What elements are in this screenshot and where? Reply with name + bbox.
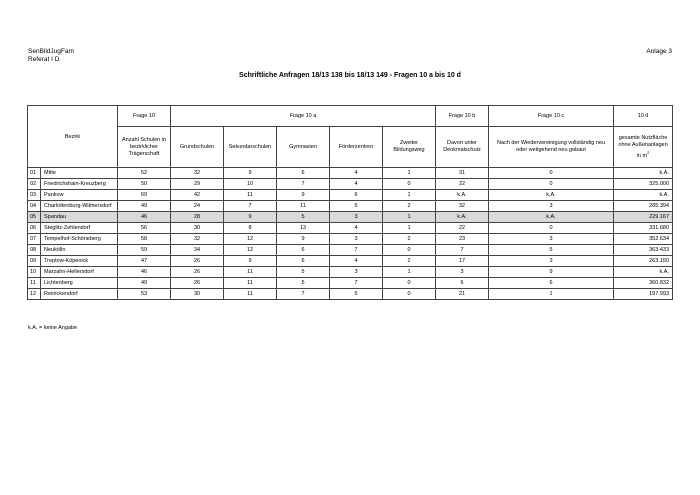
cell-foerderzentren: 7 bbox=[330, 245, 383, 256]
cell-nutzflaeche: 331.680 bbox=[614, 223, 673, 234]
cell-bezirk: Spandau bbox=[41, 212, 118, 223]
cell-wiedervereinigung: 3 bbox=[489, 201, 614, 212]
cell-wiedervereinigung: 6 bbox=[489, 278, 614, 289]
cell-wiedervereinigung: 0 bbox=[489, 223, 614, 234]
cell-grundschulen: 26 bbox=[171, 278, 224, 289]
cell-denkmalschutz: 23 bbox=[436, 234, 489, 245]
cell-nutzflaeche: 363.433 bbox=[614, 245, 673, 256]
cell-grundschulen: 32 bbox=[171, 234, 224, 245]
cell-grundschulen: 42 bbox=[171, 190, 224, 201]
cell-gymnasien: 6 bbox=[277, 256, 330, 267]
bezirk-header-label: Bezirk bbox=[64, 133, 81, 140]
cell-nr: 08 bbox=[28, 245, 41, 256]
cell-denkmalschutz: 21 bbox=[436, 289, 489, 300]
cell-bezirk: Neukölln bbox=[41, 245, 118, 256]
table-row bbox=[28, 256, 673, 267]
col-gymnasien: Gymnasien bbox=[277, 127, 330, 168]
cell-bezirk: Mitte bbox=[41, 168, 118, 179]
table-row bbox=[28, 245, 673, 256]
group-frage10a: Frage 10 a bbox=[171, 106, 436, 127]
page-title: Schriftliche Anfragen 18/13 138 bis 18/13 149 - Fragen 10 a bis 10 d bbox=[239, 72, 461, 79]
cell-nr: 05 bbox=[28, 212, 41, 223]
cell-nutzflaeche: 325.000 bbox=[614, 179, 673, 190]
cell-nr: 02 bbox=[28, 179, 41, 190]
cell-nutzflaeche: 352.634 bbox=[614, 234, 673, 245]
cell-zweiter-bildungsweg: 0 bbox=[383, 278, 436, 289]
table-row bbox=[28, 234, 673, 245]
cell-nutzflaeche: k.A. bbox=[614, 168, 673, 179]
table-row bbox=[28, 289, 673, 300]
schools-table bbox=[27, 105, 673, 300]
cell-zweiter-bildungsweg: 1 bbox=[383, 223, 436, 234]
header-org bbox=[28, 48, 74, 64]
cell-gymnasien: 6 bbox=[277, 245, 330, 256]
cell-sekundarschulen: 7 bbox=[224, 201, 277, 212]
cell-foerderzentren: 4 bbox=[330, 223, 383, 234]
col-sekundarschulen: Sekundarschulen bbox=[224, 127, 277, 168]
col-zweiter-bildungsweg: Zweiter Bildungsweg bbox=[383, 127, 436, 168]
group-frage10: Frage 10 bbox=[118, 106, 171, 127]
cell-zweiter-bildungsweg: 2 bbox=[383, 234, 436, 245]
cell-foerderzentren: 3 bbox=[330, 234, 383, 245]
cell-wiedervereinigung: 3 bbox=[489, 256, 614, 267]
col-foerderzentren: Förderzentren bbox=[330, 127, 383, 168]
cell-bezirk: Marzahn-Hellersdorf bbox=[41, 267, 118, 278]
cell-foerderzentren: 7 bbox=[330, 278, 383, 289]
cell-sekundarschulen: 11 bbox=[224, 267, 277, 278]
cell-foerderzentren: 3 bbox=[330, 212, 383, 223]
cell-sekundarschulen: 9 bbox=[224, 168, 277, 179]
table-row bbox=[28, 190, 673, 201]
cell-nr: 04 bbox=[28, 201, 41, 212]
cell-denkmalschutz: 3 bbox=[436, 267, 489, 278]
group-frage10b: Frage 10 b bbox=[436, 106, 489, 127]
cell-bezirk: Steglitz-Zehlendorf bbox=[41, 223, 118, 234]
cell-nr: 06 bbox=[28, 223, 41, 234]
cell-foerderzentren: 3 bbox=[330, 267, 383, 278]
cell-nutzflaeche: 285.394 bbox=[614, 201, 673, 212]
header-row-groups bbox=[28, 106, 673, 127]
cell-nutzflaeche: 197.993 bbox=[614, 289, 673, 300]
cell-wiedervereinigung: 3 bbox=[489, 234, 614, 245]
table-row bbox=[28, 212, 673, 223]
cell-nr: 03 bbox=[28, 190, 41, 201]
cell-gymnasien: 6 bbox=[277, 168, 330, 179]
cell-gymnasien: 7 bbox=[277, 289, 330, 300]
cell-grundschulen: 29 bbox=[171, 179, 224, 190]
cell-anzahl: 47 bbox=[118, 256, 171, 267]
cell-gymnasien: 9 bbox=[277, 234, 330, 245]
cell-bezirk: Charlottenburg-Wilmersdorf bbox=[41, 201, 118, 212]
cell-nr: 07 bbox=[28, 234, 41, 245]
cell-wiedervereinigung: 9 bbox=[489, 267, 614, 278]
cell-grundschulen: 28 bbox=[171, 212, 224, 223]
cell-nr: 10 bbox=[28, 267, 41, 278]
cell-sekundarschulen: 10 bbox=[224, 179, 277, 190]
cell-anzahl: 52 bbox=[118, 168, 171, 179]
cell-anzahl: 56 bbox=[118, 223, 171, 234]
col-nutzflaeche-sup: 2 bbox=[647, 149, 650, 155]
cell-foerderzentren: 5 bbox=[330, 201, 383, 212]
footnote: k.A. = keine Angabe bbox=[28, 325, 78, 331]
cell-denkmalschutz: 22 bbox=[436, 179, 489, 190]
cell-anzahl: 69 bbox=[118, 190, 171, 201]
cell-zweiter-bildungsweg: 0 bbox=[383, 289, 436, 300]
cell-sekundarschulen: 12 bbox=[224, 245, 277, 256]
table-row bbox=[28, 278, 673, 289]
cell-zweiter-bildungsweg: 2 bbox=[383, 256, 436, 267]
table-row bbox=[28, 267, 673, 278]
cell-nutzflaeche: 229.167 bbox=[614, 212, 673, 223]
cell-anzahl: 50 bbox=[118, 179, 171, 190]
cell-nr: 12 bbox=[28, 289, 41, 300]
cell-nutzflaeche: k.A. bbox=[614, 267, 673, 278]
cell-denkmalschutz: 31 bbox=[436, 168, 489, 179]
org-name: SenBildJugFam bbox=[28, 48, 74, 55]
cell-denkmalschutz: k.A. bbox=[436, 212, 489, 223]
cell-nr: 09 bbox=[28, 256, 41, 267]
cell-nr: 01 bbox=[28, 168, 41, 179]
col-wiedervereinigung: Nach der Wiedervereinigung vollständig neu oder weitgehend neu gebaut bbox=[489, 127, 614, 168]
cell-gymnasien: 9 bbox=[277, 190, 330, 201]
cell-grundschulen: 30 bbox=[171, 223, 224, 234]
cell-foerderzentren: 4 bbox=[330, 179, 383, 190]
cell-denkmalschutz: 7 bbox=[436, 245, 489, 256]
cell-bezirk: Pankow bbox=[41, 190, 118, 201]
cell-bezirk: Lichtenberg bbox=[41, 278, 118, 289]
cell-foerderzentren: 5 bbox=[330, 289, 383, 300]
cell-zweiter-bildungsweg: 1 bbox=[383, 267, 436, 278]
header-row-columns bbox=[28, 127, 673, 168]
cell-grundschulen: 26 bbox=[171, 256, 224, 267]
cell-bezirk: Reinickendorf bbox=[41, 289, 118, 300]
table-row bbox=[28, 201, 673, 212]
cell-wiedervereinigung: 1 bbox=[489, 289, 614, 300]
cell-denkmalschutz: 17 bbox=[436, 256, 489, 267]
cell-gymnasien: 7 bbox=[277, 179, 330, 190]
cell-gymnasien: 5 bbox=[277, 267, 330, 278]
table-row bbox=[28, 223, 673, 234]
cell-wiedervereinigung: 0 bbox=[489, 168, 614, 179]
cell-foerderzentren: 4 bbox=[330, 256, 383, 267]
cell-wiedervereinigung: 0 bbox=[489, 179, 614, 190]
cell-gymnasien: 5 bbox=[277, 278, 330, 289]
cell-sekundarschulen: 8 bbox=[224, 223, 277, 234]
cell-bezirk: Friedrichshain-Kreuzberg bbox=[41, 179, 118, 190]
table-row bbox=[28, 168, 673, 179]
cell-foerderzentren: 4 bbox=[330, 168, 383, 179]
cell-foerderzentren: 6 bbox=[330, 190, 383, 201]
cell-sekundarschulen: 9 bbox=[224, 212, 277, 223]
cell-wiedervereinigung: 5 bbox=[489, 245, 614, 256]
cell-sekundarschulen: 12 bbox=[224, 234, 277, 245]
cell-zweiter-bildungsweg: 0 bbox=[383, 245, 436, 256]
group-frage10d: 10 d bbox=[614, 106, 673, 127]
cell-nutzflaeche: 263.150 bbox=[614, 256, 673, 267]
cell-anzahl: 53 bbox=[118, 289, 171, 300]
annex-label: Anlage 3 bbox=[646, 48, 672, 55]
cell-grundschulen: 34 bbox=[171, 245, 224, 256]
cell-anzahl: 49 bbox=[118, 201, 171, 212]
cell-grundschulen: 26 bbox=[171, 267, 224, 278]
cell-grundschulen: 24 bbox=[171, 201, 224, 212]
group-frage10c: Frage 10 c bbox=[489, 106, 614, 127]
cell-zweiter-bildungsweg: 0 bbox=[383, 179, 436, 190]
cell-zweiter-bildungsweg: 1 bbox=[383, 212, 436, 223]
bezirk-header bbox=[28, 106, 118, 168]
cell-sekundarschulen: 11 bbox=[224, 190, 277, 201]
cell-bezirk: Tempelhof-Schöneberg bbox=[41, 234, 118, 245]
cell-denkmalschutz: 6 bbox=[436, 278, 489, 289]
cell-anzahl: 46 bbox=[118, 267, 171, 278]
org-unit: Referat I D bbox=[28, 56, 60, 63]
cell-wiedervereinigung: k.A. bbox=[489, 212, 614, 223]
cell-nutzflaeche: 360.832 bbox=[614, 278, 673, 289]
cell-grundschulen: 32 bbox=[171, 168, 224, 179]
cell-anzahl: 59 bbox=[118, 245, 171, 256]
cell-anzahl: 46 bbox=[118, 212, 171, 223]
col-nutzflaeche-label: gesamte Nutzfläche ohne Außenanlagen in m bbox=[618, 134, 668, 159]
cell-zweiter-bildungsweg: 2 bbox=[383, 201, 436, 212]
cell-nr: 11 bbox=[28, 278, 41, 289]
table-row bbox=[28, 179, 673, 190]
col-nutzflaeche bbox=[614, 127, 673, 168]
cell-zweiter-bildungsweg: 1 bbox=[383, 168, 436, 179]
col-denkmalschutz: Davon unter Denkmalschutz bbox=[436, 127, 489, 168]
cell-gymnasien: 13 bbox=[277, 223, 330, 234]
cell-anzahl: 49 bbox=[118, 278, 171, 289]
cell-gymnasien: 5 bbox=[277, 212, 330, 223]
cell-denkmalschutz: 32 bbox=[436, 201, 489, 212]
cell-sekundarschulen: 11 bbox=[224, 278, 277, 289]
cell-denkmalschutz: 22 bbox=[436, 223, 489, 234]
cell-sekundarschulen: 9 bbox=[224, 256, 277, 267]
cell-sekundarschulen: 11 bbox=[224, 289, 277, 300]
cell-zweiter-bildungsweg: 1 bbox=[383, 190, 436, 201]
cell-denkmalschutz: k.A. bbox=[436, 190, 489, 201]
cell-grundschulen: 30 bbox=[171, 289, 224, 300]
cell-wiedervereinigung: k.A. bbox=[489, 190, 614, 201]
cell-anzahl: 58 bbox=[118, 234, 171, 245]
cell-gymnasien: 11 bbox=[277, 201, 330, 212]
col-grundschulen: Grundschulen bbox=[171, 127, 224, 168]
cell-bezirk: Treptow-Köpenick bbox=[41, 256, 118, 267]
cell-nutzflaeche: k.A. bbox=[614, 190, 673, 201]
col-anzahl: Anzahl Schulen in bezirklicher Trägerschaft bbox=[118, 127, 171, 168]
